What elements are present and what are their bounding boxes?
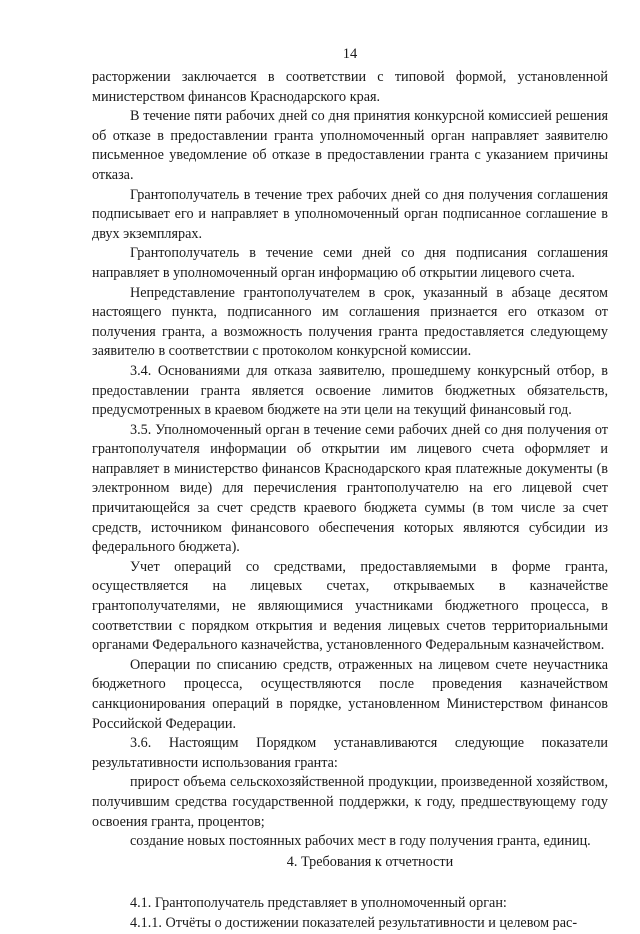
- paragraph: прирост объема сельскохозяйственной продукции, произведенной хозяйством, получившим средства государственной поддержки, к году, предшествующему году освоения гранта, процентов;: [92, 774, 608, 830]
- body-text-top: [92, 68, 608, 852]
- body-text-bottom: [92, 894, 608, 933]
- paragraph: Грантополучатель в течение трех рабочих дней со дня получения соглашения подписывает его и направляет в уполномоченный орган подписанное соглашение в двух экземплярах.: [92, 186, 608, 242]
- paragraph: создание новых постоянных рабочих мест в году получения гранта, единиц.: [130, 833, 591, 850]
- paragraph: 4.1.1. Отчёты о достижении показателей результативности и целевом рас-: [130, 914, 578, 931]
- page-number: 14: [342, 46, 358, 62]
- paragraph: 3.4. Основаниями для отказа заявителю, прошедшему конкурсный отбор, в предоставлении гранта является освоение лимитов бюджетных обязательств, предусмотренных в краевом бюджете на эти цели на текущий финансовый год.: [92, 362, 608, 419]
- paragraph: Учет операций со средствами, предоставляемыми в форме гранта, осуществляется на лицевых счетах, открываемых в казначействе грантополучателями, не являющимися участниками бюджетного процесса, в соответствии с порядком открытия и ведения лицевых счетов территориальными органами Федерального казначейства, установленного Федеральным казначейством.: [92, 558, 608, 654]
- paragraph: 4.1. Грантополучатель представляет в уполномоченный орган:: [130, 895, 507, 912]
- paragraph: Операции по списанию средств, отраженных на лицевом счете неучастника бюджетного процесса, осуществляются после проведения казначейством санкционирования операций в порядке, установленном Министерством финансов Российской Федерации.: [92, 656, 608, 732]
- paragraph: расторжении заключается в соответствии с типовой формой, установленной министерством финансов Краснодарского края.: [92, 69, 608, 105]
- document-page: [92, 44, 608, 934]
- paragraph: 3.5. Уполномоченный орган в течение семи рабочих дней со дня получения от грантополучателя информации об открытии им лицевого счета оформляет и направляет в министерство финансов Краснодарского края платежные документы (в электронном виде) для перечисления грантополучателю на его лицевой счет причитающейся за счет средств краевого бюджета суммы (в том числе за счет средств, источником финансового обеспечения которых являются субсидии из федерального бюджета).: [92, 421, 608, 556]
- section-title: 4. Требования к отчетности: [286, 853, 454, 870]
- paragraph: Грантополучатель в течение семи дней со дня подписания соглашения направляет в уполномоченный орган информацию об открытии лицевого счета.: [92, 245, 608, 281]
- paragraph: В течение пяти рабочих дней со дня принятия конкурсной комиссией решения об отказе в предоставлении гранта уполномоченный орган направляет заявителю письменное уведомление об отказе в предоставлении гранта с указанием причины отказа.: [92, 108, 608, 183]
- paragraph: 3.6. Настоящим Порядком устанавливаются следующие показатели результативности использования гранта:: [92, 735, 608, 771]
- paragraph: Непредставление грантополучателем в срок, указанный в абзаце десятом настоящего пункта, подписанного им соглашения признается его отказом от получения гранта, а возможность получения гранта предоставляется следующему заявителю в соответствии с протоколом конкурсной комиссии.: [92, 284, 608, 360]
